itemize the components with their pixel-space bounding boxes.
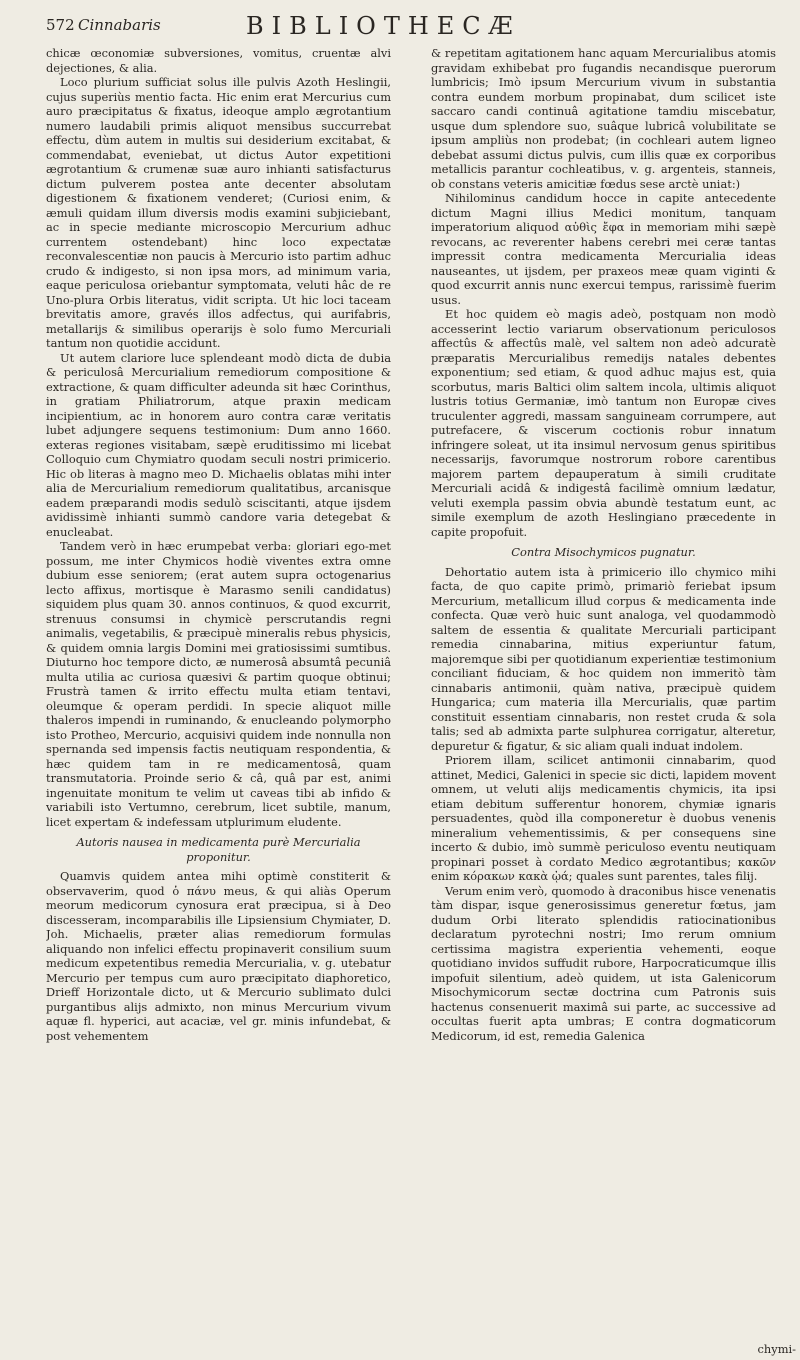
running-head <box>46 12 776 42</box>
section-heading: Contra Misochymicos pugnatur. <box>511 545 696 559</box>
paragraph: Verum enim verò, quomodo à draconibus hisce venenatis tàm dispar, isque generosissimus generetur fœtus, jam dudum Orbi literato splendidis ratiocinationibus declaratum pyrotechni nostri; Imo rerum omnium certissima magistra experientia vehementi, eoque quotidiano invidos suffudit rubore, Harpocraticumque illis impofuit silentium, adeò quidem, ut ista Galenicorum Misochymicorum sectæ doctrina cum Patronis suis hactenus consenuerit maximâ sui parte, ac successive ad occultas fuerit apta umbras; E contra dogmaticorum Medicorum, id est, remedia Galenica <box>431 883 776 1043</box>
paragraph: Tandem verò in hæc erumpebat verba: gloriari ego-met possum, me inter Chymicos hodiè viventes extra omne dubium esse seniorem; (erat autem supra octogenarius lecto affixus, mortisque è Marasmo senili candidatus) siquidem plus quam 30. annos continuos, & quod excurrit, strenuus consumsi in chymicè perscrutandis regni animalis, vegetabilis, & præcipuè mineralis rebus physicis, & quidem omnia largis Domini mei gratiosissimi sumtibus. Diuturno hoc tempore dicto, æ numerosâ absumtâ pecuniâ multa utilia ac curiosa quæsivi & partim quoque obtinui; Frustrà tamen & irrito effectu multa etiam tentavi, oleumque & operam perdidi. In specie aliquot mille thaleros impendi in ruminando, & enucleando polymorpho isto Protheo, Mercurio, acquisivi quidem inde nonnulla non spernanda sed impensis factis neutiquam respondentia, & hæc quidem tam in re medicamentosâ, quam transmutatoria. Proinde serio & câ, quâ par est, animi ingenuitate monitum te velim ut caveas tibi ab infido & variabili isto Vertumno, cerebrum, licet subtile, manum, licet expertam & indefessam utplurimum eludente. <box>46 539 391 829</box>
paragraph: Priorem illam, scilicet antimonii cinnabarim, quod attinet, Medici, Galenici in specie sic dicti, lapidem movent omnem, ut veluti alijs medicamentis chymicis, ita ipsi etiam debitum sufferentur honorem, chymiæ ignaris persuadentes, quòd illa componeretur è duobus venenis mineralium vehementissimis, & per consequens sine incerto & dubio, imò summè periculoso eventu neutiquam propinari posset à cordato Medico ægrotantibus; κακῶν enim κόρακων κακὰ ᾠά; quales sunt parentes, tales filij. <box>431 753 776 883</box>
catchword: chymi- <box>757 1342 796 1356</box>
running-title: BIBLIOTHECÆ <box>246 12 521 40</box>
page-number: 572 <box>46 16 75 34</box>
paragraph: & repetitam agitationem hanc aquam Mercurialibus atomis gravidam exhibebat pro fugandis necandisque puerorum lumbricis; Imò ipsum Mercurium vivum in substantia contra eundem morbum propinabat, dum scilicet iste saccaro candi continuâ agitatione tamdiu miscebatur, usque dum splendore suo, suâque lubricâ volubilitate se ipsum ampliùs non prodebat; (in cochleari autem ligneo debebat assumi dictus pulvis, cum illis quæ ex corporibus metallicis parantur cochleatibus, v. g. argenteis, stanneis, ob constans veteris amicitiæ fœdus sese arctè uniat:) <box>431 46 776 191</box>
section-heading: Autoris nausea in medicamenta purè Mercurialia proponitur. <box>76 835 361 864</box>
paragraph: Dehortatio autem ista à primicerio illo chymico mihi facta, de quo capite primò, primariò feriebat ipsum Mercurium, metallicum illud corpus & medicamenta inde confecta. Quæ verò huic sunt analoga, vel quodammodò saltem de essentia & qualitate Mercuriali participant remedia cinnabarina, mitius experiuntur fatum, majoremque sibi per quotidianum experientiæ testimonium conciliant fiduciam, & hoc quidem non immeritò tàm cinnabaris antimonii, quàm nativa, præcipuè quidem Hungarica; cum materia illa Mercurialis, quæ partim constituit essentiam cinnabaris, non restet cruda & sola talis; sed ab admixta parte sulphurea corrigatur, alteretur, depuretur & figatur, & sic aliam quali induat indolem. <box>431 564 776 753</box>
paragraph: Loco plurium sufficiat solus ille pulvis Azoth Heslingii, cujus superiùs mentio facta. Hic enim erat Mercurius cum auro præcipitatus & fixatus, ideoque amplo ægrotantium numero laudabili primis aliquot mensibus succurrebat effectu, dùm autem in multis sui desiderium excitabat, & commendabat, eveniebat, ut dictus Autor expetitioni ægrotantium & crumenæ suæ auro inhianti satisfacturus dictum pulverem postea ante decenter absolutam digestionem & fixationem venderet; (Curiosi enim, & æmuli quidam illum diversis modis examini subjiciebant, ac in specie mediante microscopio Mercurium adhuc currentem ostendebant) hinc loco expectatæ reconvalescentiæ non paucis à Mercurio isto partim adhuc crudo & indigesto, si non ipsa mors, ad minimum varia, eaque periculosa oriebantur symptomata, veluti hâc de re Uno-plura Orbis literatus, vidit scripta. Ut hic loci taceam brevitatis amore, gravés illos adfectus, qui aurifabris, metallarijs & similibus operarijs è solo fumo Mercuriali tantum non quotidie accidunt. <box>46 75 391 350</box>
paragraph: chicæ œconomiæ subversiones, vomitus, cruentæ alvi dejectiones, & alia. <box>46 46 391 75</box>
paragraph: Nihilominus candidum hocce in capite antecedente dictum Magni illius Medici monitum, tanquam imperatorium aliquod αὐθὶς ἔφα in memoriam mihi sæpè revocans, ac reverenter habens cerebri mei ceræ tantas impressit contra medicamenta Mercurialia ideas nauseantes, ut ijsdem, per praxeos meæ quam viginti & quod excurrit annis nunc exercui tempus, rarissimè fuerim usus. <box>431 191 776 307</box>
paragraph: Ut autem clariore luce splendeant modò dicta de dubia & periculosâ Mercurialium remediorum compositione & extractione, & quam difficulter adeunda sit hæc Corinthus, in gratiam Philiatrorum, atque praxin medicam incipientium, ac in honorem auro contra caræ veritatis lubet adjungere sequens testimonium: Dum anno 1660. exteras regiones visitabam, sæpè eruditissimo mi licebat Colloquio cum Chymiatro quodam seculi nostri primicerio. Hic ob literas à magno meo D. Michaelis oblatas mihi inter alia de Mercurialium remediorum qualitatibus, arcanisque eadem præparandi modis sedulò sciscitanti, atque ijsdem avidissimè inhianti summò candore varia detegebat & enucleabat. <box>46 350 391 539</box>
section-title: Cinnabaris <box>78 16 161 34</box>
left-column <box>46 46 391 1346</box>
right-column <box>431 46 776 1346</box>
text-columns <box>46 46 776 1346</box>
paragraph: Quamvis quidem antea mihi optimè constiterit & observaverim, quod ὁ πάνυ meus, & qui aliàs Operum meorum medicorum cynosura erat præcipua, si à Deo discesseram, incomparabilis ille Lipsiensium Chymiater, D. Joh. Michaelis, præter alias remediorum formulas aliquando non infelici effectu propinaverit consilium suum medicum expetentibus remedia Mercurialia, v. g. utebatur Mercurio per tempus cum auro præcipitato diaphoretico, Drieff Horizontale dicto, ut & Mercurio sublimato dulci purgantibus alijs admixto, non minus Mercurium vivum aquæ fl. hyperici, aut acaciæ, vel gr. minis infundebat, & post vehementem <box>46 869 391 1043</box>
paragraph: Et hoc quidem eò magis adeò, postquam non modò accesserint lectio variarum observationum periculosos affectûs & affectûs malè, vel saltem non adeò adcuratè præparatis Mercurialibus remedijs natales debentes exponentium; sed etiam, & quod adhuc majus est, quia scorbutus, maris Baltici olim saltem incola, ultimis aliquot lustris totius Germaniæ, imò tantum non Europæ cives truculenter aggredi, massam sanguineam corrumpere, aut putrefacere, & viscerum coctionis robur innatum infringere soleat, ut ita insimul nervosum genus spiritibus necessarijs, favorumque nostrorum robore carentibus majorem partem depauperatum à simili cruditate Mercuriali acidâ & indigestâ facilimè omnium lædatur, veluti exempla passim obvia abundè testatum eunt, ac simile exemplum de azoth Heslingiano præcedente in capite propofuit. <box>431 307 776 539</box>
